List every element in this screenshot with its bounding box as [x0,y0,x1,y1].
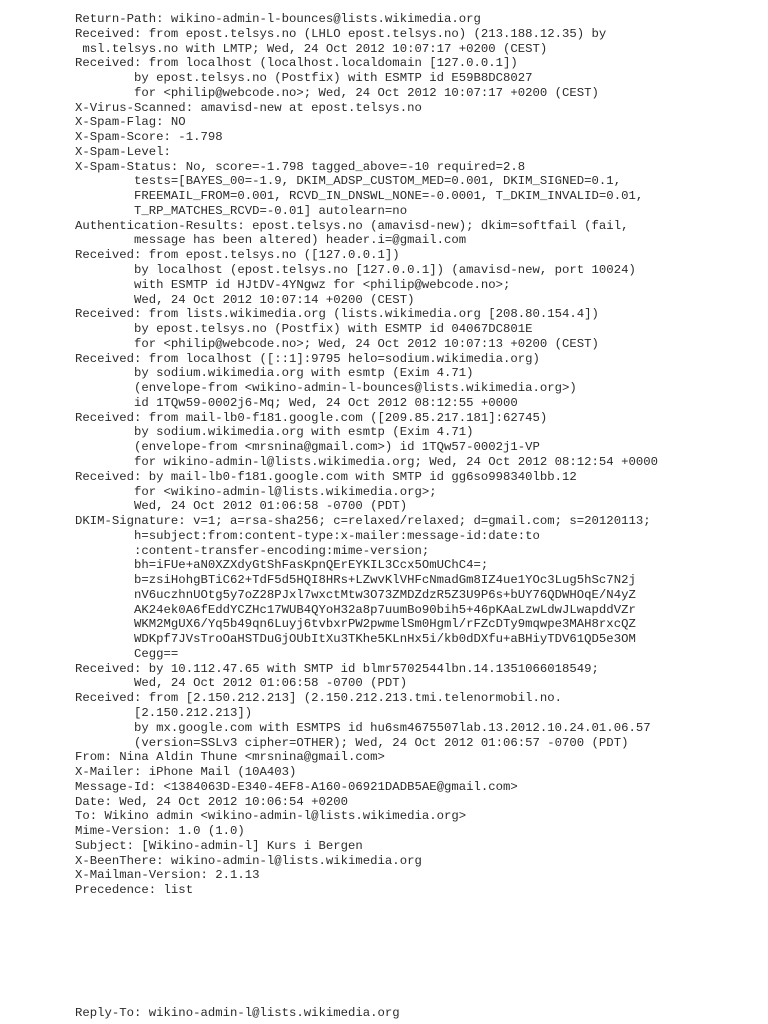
header-line: Cegg== [75,646,179,661]
header-line: X-Mailman-Version: 2.1.13 [75,868,260,883]
header-line: id 1TQw59-0002j6-Mq; Wed, 24 Oct 2012 08:12:55 +0000 [75,395,518,410]
header-line: (envelope-from <wikino-admin-l-bounces@lists.wikimedia.org>) [75,381,577,396]
header-line: for <philip@webcode.no>; Wed, 24 Oct 2012 10:07:13 +0200 (CEST) [75,336,599,351]
header-line: message has been altered) header.i=@gmail.com [75,233,467,248]
header-line: Return-Path: wikino-admin-l-bounces@lists.wikimedia.org [75,12,481,26]
header-line: Received: from lists.wikimedia.org (lists.wikimedia.org [208.80.154.4]) [75,307,599,322]
header-line: X-Mailer: iPhone Mail (10A403) [75,765,297,780]
header-line: Received: from localhost ([::1]:9795 helo=sodium.wikimedia.org) [75,351,540,366]
header-line: Mime-Version: 1.0 (1.0) [75,824,245,839]
header-line: X-Spam-Flag: NO [75,115,186,130]
header-line: T_RP_MATCHES_RCVD=-0.01] autolearn=no [75,203,408,218]
header-line: AK24ek0A6fEddYCZHc17WUB4QYoH32a8p7uumBo90bih5+46pKAaLzwLdwJLwapddVZr [75,602,636,617]
header-line: bh=iFUe+aN0XZXdyGtShFasKpnQErEYKIL3Ccx5OmUChC4=; [75,558,489,573]
header-line: WKM2MgUX6/Yq5b49qn6Luyj6tvbxrPW2pwmelSm0Hgml/rFZcDTy9mqwpe3MAH8rxcQZ [75,617,636,632]
header-line: Date: Wed, 24 Oct 2012 10:06:54 +0200 [75,794,349,809]
header-line: X-Virus-Scanned: amavisd-new at epost.telsys.no [75,100,422,115]
header-line: Authentication-Results: epost.telsys.no (amavisd-new); dkim=softfail (fail, [75,218,629,233]
header-line: Received: by 10.112.47.65 with SMTP id blmr5702544lbn.14.1351066018549; [75,661,599,676]
header-line: b=zsiHohgBTiC62+TdF5d5HQI8HRs+LZwvKlVHFcNmadGm8IZ4ue1YOc3Lug5hSc7N2j [75,573,636,588]
header-line: by epost.telsys.no (Postfix) with ESMTP id 04067DC801E [75,322,533,337]
header-line: h=subject:from:content-type:x-mailer:message-id:date:to [75,528,540,543]
header-line: Received: from localhost (localhost.localdomain [127.0.0.1]) [75,56,518,71]
header-line: Wed, 24 Oct 2012 01:06:58 -0700 (PDT) [75,676,408,691]
header-line: Received: from epost.telsys.no ([127.0.0.1]) [75,248,400,263]
header-line: :content-transfer-encoding:mime-version; [75,543,430,558]
header-line: Subject: [Wikino-admin-l] Kurs i Bergen [75,838,363,853]
header-line: Received: from mail-lb0-f181.google.com ([209.85.217.181]:62745) [75,410,548,425]
header-line: To: Wikino admin <wikino-admin-l@lists.wikimedia.org> [75,809,467,824]
header-line: X-Spam-Status: No, score=-1.798 tagged_above=-10 required=2.8 [75,159,526,174]
header-line: by epost.telsys.no (Postfix) with ESMTP id E59B8DC8027 [75,71,533,86]
header-line: with ESMTP id HJtDV-4YNgwz for <philip@webcode.no>; [75,277,511,292]
header-line: Received: by mail-lb0-f181.google.com with SMTP id gg6so998340lbb.12 [75,469,577,484]
header-line: Received: from [2.150.212.213] (2.150.212.213.tmi.telenormobil.no. [75,691,563,706]
header-line: WDKpf7JVsTroOaHSTDuGjOUbItXu3TKhe5KLnHx5i/kb0dDXfu+aBHiyTDV61QD5e3OM [75,632,636,647]
email-header-block [75,12,755,898]
header-line: for <wikino-admin-l@lists.wikimedia.org>; [75,484,437,499]
header-line: by localhost (epost.telsys.no [127.0.0.1]) (amavisd-new, port 10024) [75,263,636,278]
header-line: From: Nina Aldin Thune <mrsnina@gmail.com> [75,750,385,765]
header-line: for wikino-admin-l@lists.wikimedia.org; Wed, 24 Oct 2012 08:12:54 +0000 [75,454,658,469]
header-line: X-Spam-Score: -1.798 [75,130,223,145]
header-line: FREEMAIL_FROM=0.001, RCVD_IN_DNSWL_NONE=-0.0001, T_DKIM_INVALID=0.01, [75,189,644,204]
header-line: msl.telsys.no with LMTP; Wed, 24 Oct 2012 10:07:17 +0200 (CEST) [75,41,548,56]
header-line: by mx.google.com with ESMTPS id hu6sm4675507lab.13.2012.10.24.01.06.57 [75,720,651,735]
header-line: Wed, 24 Oct 2012 01:06:58 -0700 (PDT) [75,499,408,514]
header-line: for <philip@webcode.no>; Wed, 24 Oct 2012 10:07:17 +0200 (CEST) [75,85,599,100]
header-line: nV6uczhnUOtg5y7oZ28PJxl7wxctMtw3O73ZMDZdzR5Z3U9P6s+bUY76QDWHOqE/N4yZ [75,587,636,602]
header-line: Received: from epost.telsys.no (LHLO epost.telsys.no) (213.188.12.35) by [75,26,607,41]
header-line: Wed, 24 Oct 2012 10:07:14 +0200 (CEST) [75,292,415,307]
header-line: by sodium.wikimedia.org with esmtp (Exim 4.71) [75,425,474,440]
header-line: (envelope-from <mrsnina@gmail.com>) id 1TQw57-0002j1-VP [75,440,540,455]
header-line: X-BeenThere: wikino-admin-l@lists.wikimedia.org [75,853,422,868]
header-line: DKIM-Signature: v=1; a=rsa-sha256; c=relaxed/relaxed; d=gmail.com; s=20120113; [75,514,651,529]
header-line: X-Spam-Level: [75,144,171,159]
header-line: by sodium.wikimedia.org with esmtp (Exim 4.71) [75,366,474,381]
reply-to-line: Reply-To: wikino-admin-l@lists.wikimedia.org [75,1006,400,1020]
header-line: [2.150.212.213]) [75,705,253,720]
header-line: Precedence: list [75,883,194,898]
header-line: tests=[BAYES_00=-1.9, DKIM_ADSP_CUSTOM_MED=0.001, DKIM_SIGNED=0.1, [75,174,622,189]
header-line: (version=SSLv3 cipher=OTHER); Wed, 24 Oct 2012 01:06:57 -0700 (PDT) [75,735,629,750]
header-line: Message-Id: <1384063D-E340-4EF8-A160-06921DADB5AE@gmail.com> [75,779,518,794]
